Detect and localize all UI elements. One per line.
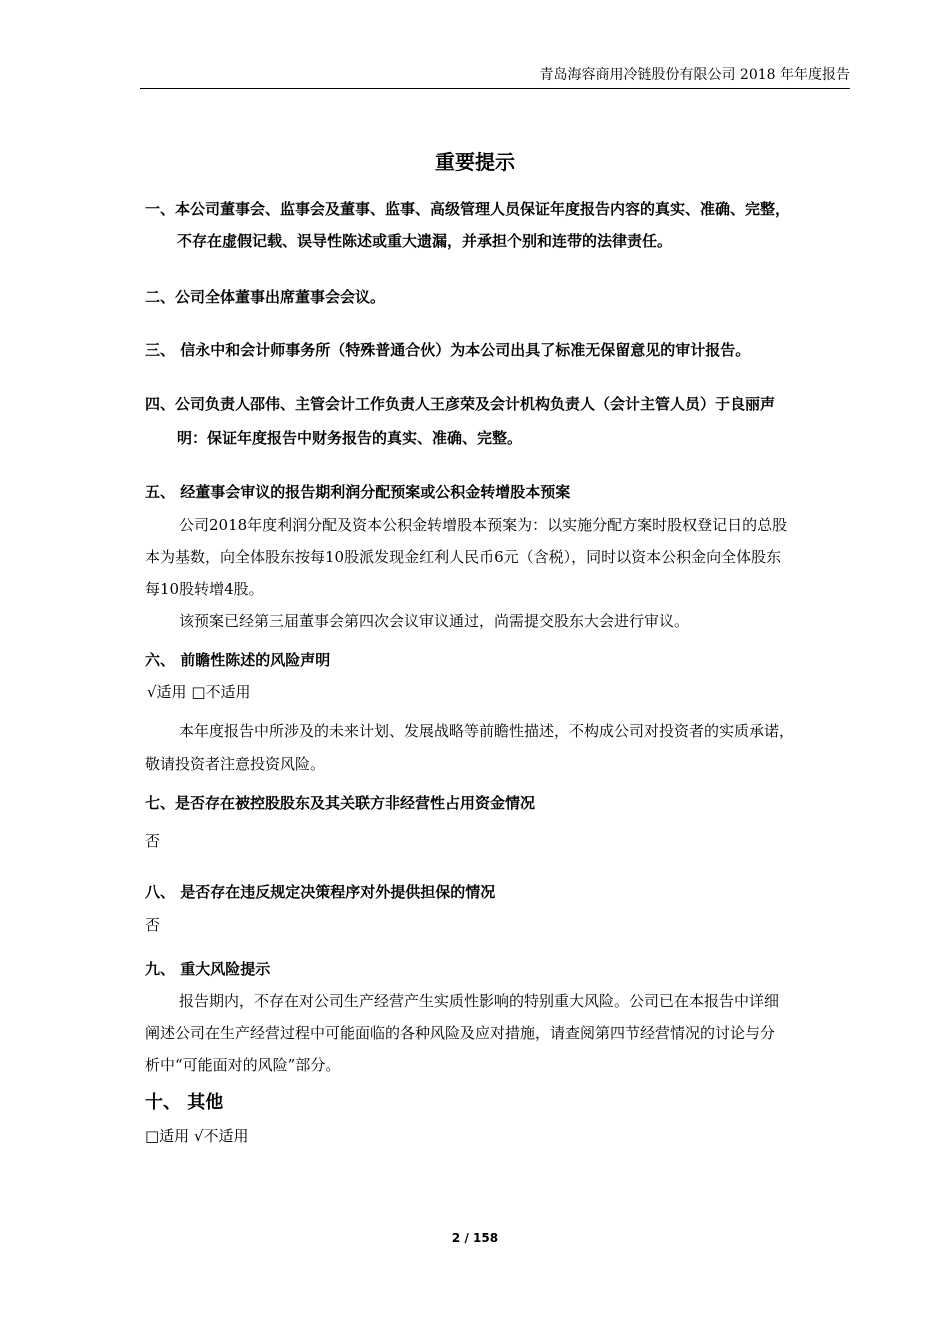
- section-5-paragraph-2: 该预案已经第三届董事会第四次会议审议通过，尚需提交股东大会进行审议。: [179, 612, 690, 630]
- section-2: 二、公司全体董事出席董事会会议。: [145, 288, 386, 306]
- section-4-line-1: 四、公司负责人邵伟、主管会计工作负责人王彦荣及会计机构负责人（会计主管人员）于良丽声: [145, 395, 776, 413]
- section-1-line-2: 不存在虚假记载、误导性陈述或重大遗漏，并承担个别和连带的法律责任。: [177, 232, 673, 250]
- section-10-heading: 十、 其他: [145, 1092, 224, 1113]
- section-3: 三、 信永中和会计师事务所（特殊普通合伙）为本公司出具了标准无保留意见的审计报告。: [145, 341, 751, 359]
- section-7-heading: 七、是否存在被控股股东及其关联方非经营性占用资金情况: [145, 794, 536, 812]
- section-10-applicability: □适用 √不适用: [145, 1127, 249, 1145]
- header-rule: [140, 88, 850, 89]
- section-6-paragraph-line-1: 本年度报告中所涉及的未来计划、发展战略等前瞻性描述，不构成公司对投资者的实质承诺，: [179, 722, 795, 740]
- section-6-heading: 六、 前瞻性陈述的风险声明: [145, 651, 331, 669]
- section-8-answer: 否: [145, 916, 161, 934]
- page-title: 重要提示: [435, 150, 515, 174]
- section-6-paragraph-line-2: 敬请投资者注意投资风险。: [145, 755, 326, 773]
- page-number: 2 / 158: [451, 1231, 499, 1245]
- section-8-heading: 八、 是否存在违反规定决策程序对外提供担保的情况: [145, 883, 496, 901]
- section-5-heading: 五、 经董事会审议的报告期利润分配预案或公积金转增股本预案: [145, 483, 571, 501]
- section-9-heading: 九、 重大风险提示: [145, 960, 271, 978]
- section-9-paragraph-line-3: 析中“可能面对的风险”部分。: [145, 1056, 341, 1074]
- section-1-line-1: 一、本公司董事会、监事会及董事、监事、高级管理人员保证年度报告内容的真实、准确、完整，: [145, 200, 791, 218]
- section-5-paragraph-line-1: 公司2018年度利润分配及资本公积金转增股本预案为：以实施分配方案时股权登记日的总股: [179, 516, 788, 534]
- page-header: 青岛海容商用冷链股份有限公司 2018 年年度报告: [539, 67, 850, 83]
- section-5-paragraph-line-2: 本为基数，向全体股东按每10股派发现金红利人民币6元（含税），同时以资本公积金向全体股东: [145, 548, 782, 566]
- section-6-applicability: √适用 □不适用: [147, 683, 251, 701]
- section-7-answer: 否: [145, 832, 161, 850]
- section-9-paragraph-line-1: 报告期内，不存在对公司生产经营产生实质性影响的特别重大风险。公司已在本报告中详细: [179, 992, 780, 1010]
- section-5-paragraph-line-3: 每10股转增4股。: [145, 580, 264, 598]
- section-4-line-2: 明：保证年度报告中财务报告的真实、准确、完整。: [177, 429, 523, 447]
- section-9-paragraph-line-2: 阐述公司在生产经营过程中可能面临的各种风险及应对措施，请查阅第四节经营情况的讨论与分: [145, 1024, 776, 1042]
